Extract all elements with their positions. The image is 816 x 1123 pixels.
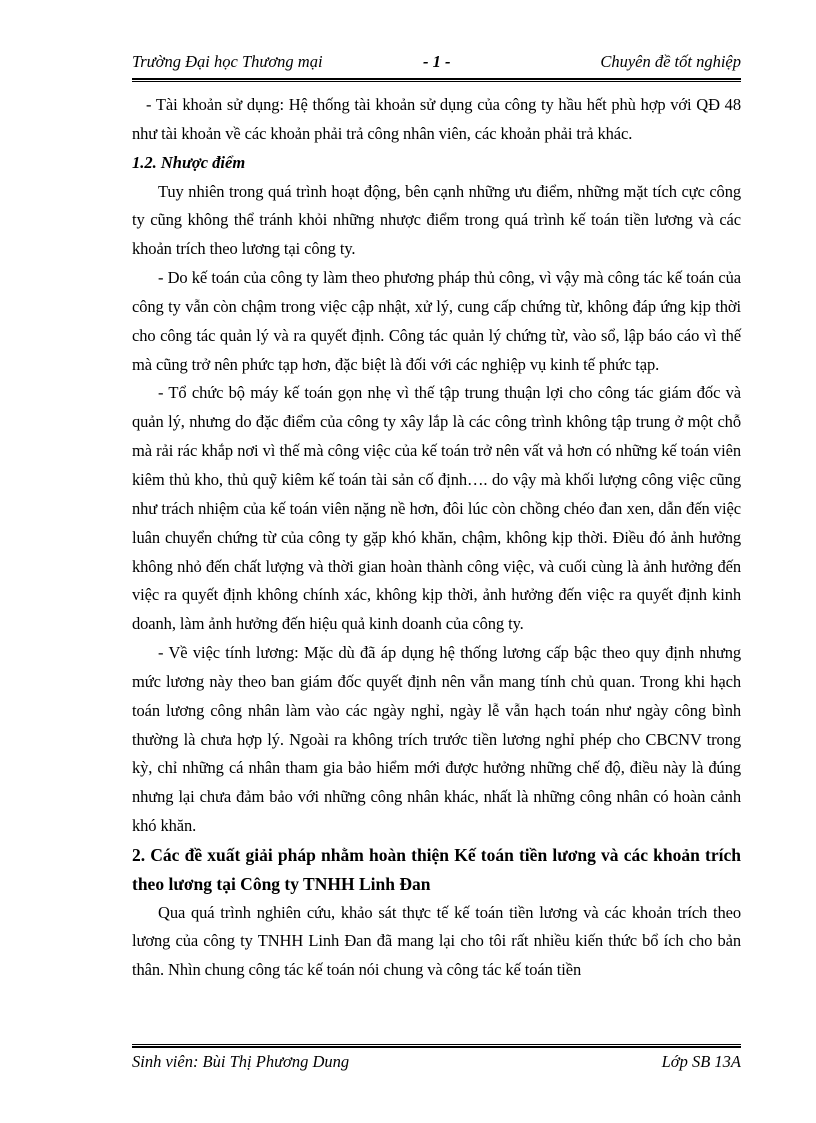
page-body [132,91,741,985]
header-school: Trường Đại học Thương mại [132,52,323,71]
paragraph-manual-accounting: - Do kế toán của công ty làm theo phương pháp thủ công, vì vậy mà công tác kế toán của công ty vẫn còn chậm trong việc cập nhật, xử lý, cung cấp chứng từ, không đáp ứng kịp thời cho công tác quản lý và ra quyết định. Công tác quản lý chứng từ, vào sổ, lập báo cáo vì thế mà cũng trở nên phức tạp hơn, đặc biệt là đối với các nghiệp vụ kinh tế phức tạp. [132,268,741,374]
page-header [132,52,741,76]
header-page-number: - 1 - [423,52,451,71]
header-rule [132,78,741,82]
heading-disadvantages: 1.2. Nhược điểm [132,152,246,172]
page-footer [132,1052,741,1076]
footer-class: Lớp SB 13A [661,1052,741,1071]
paragraph-accounts: - Tài khoản sử dụng: Hệ thống tài khoản sử dụng của công ty hầu hết phù hợp với QĐ 48 như tài khoản về các khoản phải trả công nhân viên, các khoản phải trả khác. [132,95,741,143]
header-title: Chuyên đề tốt nghiệp [600,52,741,71]
paragraph-salary: - Về việc tính lương: Mặc dù đã áp dụng hệ thống lương cấp bậc theo quy định nhưng mức lương này theo ban giám đốc quyết định nên vẫn mang tính chủ quan. Trong khi hạch toán lương công nhân làm vào các ngày nghỉ, ngày lễ vẫn hạch toán như ngày công bình thường là chưa hợp lý. Ngoài ra không trích trước tiền lương nghỉ phép cho CBCNV trong kỳ, chỉ những cá nhân tham gia bảo hiểm mới được hưởng những chế độ, điều này là đúng nhưng lại chưa đảm bảo với những công nhân khác, nhất là những công nhân có hoàn cảnh khó khăn. [132,643,741,836]
paragraph-organization: - Tổ chức bộ máy kế toán gọn nhẹ vì thế tập trung thuận lợi cho công tác giám đốc và quản lý, nhưng do đặc điểm của công ty xây lắp là các công trình không tập trung ở một chỗ mà rải rác khắp nơi vì thế mà công việc của kế toán trở nên vất vả hơn có những kế toán viên kiêm thủ kho, thủ quỹ kiêm kế toán tài sản cố định…. do vậy mà khối lượng công việc cũng như trách nhiệm của kế toán viên nặng nề hơn, đôi lúc còn chồng chéo đan xen, dẫn đến việc luân chuyển chứng từ của công ty gặp khó khăn, chậm, không kịp thời. Điều đó ảnh hưởng không nhỏ đến chất lượng và thời gian hoàn thành công việc, và cuối cùng là ảnh hưởng đến việc ra quyết định không chính xác, không kịp thời, ảnh hưởng đến việc ra quyết định kinh doanh, làm ảnh hưởng đến hiệu quả kinh doanh của công ty. [132,383,741,634]
paragraph-research: Qua quá trình nghiên cứu, khảo sát thực tế kế toán tiền lương và các khoản trích theo lương của công ty TNHH Linh Đan đã mang lại cho tôi rất nhiều kiến thức bổ ích cho bản thân. Nhìn chung công tác kế toán nói chung và công tác kế toán tiền [132,902,741,980]
footer-rule [132,1044,741,1048]
paragraph-intro-disadvantages: Tuy nhiên trong quá trình hoạt động, bên cạnh những ưu điểm, những mặt tích cực công ty cũng không thể tránh khỏi những nhược điểm trong quá trình kế toán tiền lương và các khoản trích theo lương tại công ty. [132,181,741,259]
footer-student: Sinh viên: Bùi Thị Phương Dung [132,1052,350,1071]
heading-proposals: 2. Các đề xuất giải pháp nhằm hoàn thiện Kế toán tiền lương và các khoản trích theo lương tại Công ty TNHH Linh Đan [132,844,741,894]
